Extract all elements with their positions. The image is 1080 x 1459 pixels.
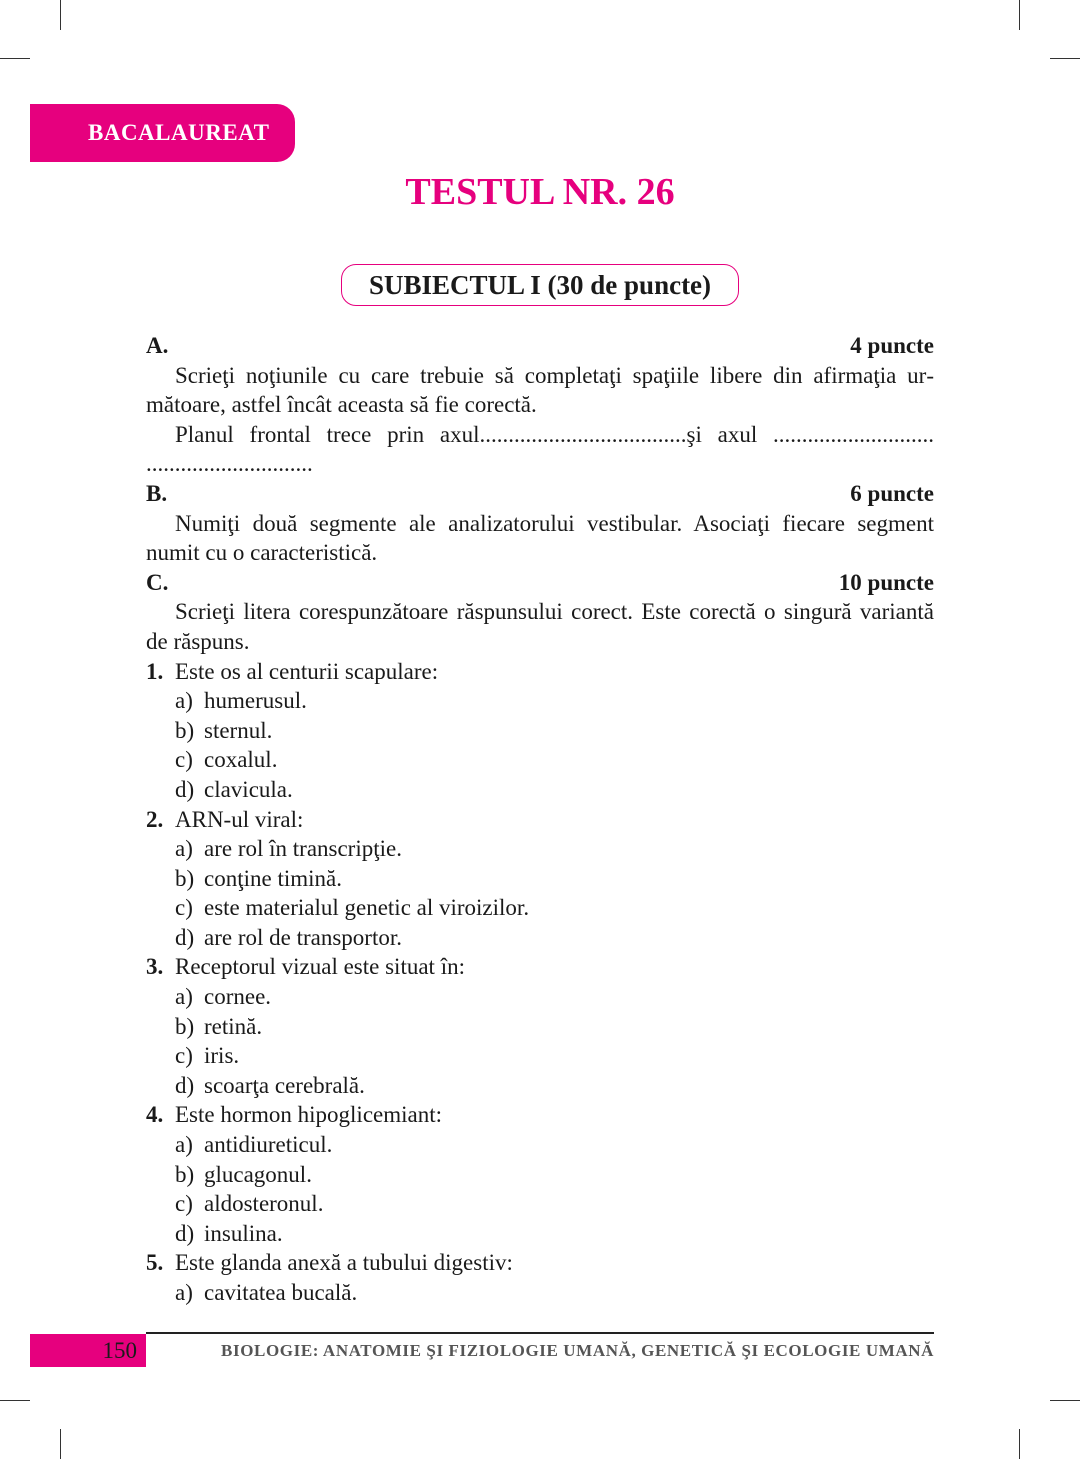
answer-option [146, 834, 934, 864]
option-text: glucagonul. [204, 1161, 312, 1187]
section-letter: A. [146, 333, 169, 358]
answer-option [146, 1160, 934, 1190]
answer-option [146, 893, 934, 923]
option-letter: c) [175, 1191, 193, 1217]
question-number: 2. [146, 806, 164, 832]
answer-option [146, 1130, 934, 1160]
question-number: 4. [146, 1102, 164, 1128]
option-text: conţine timină. [204, 865, 342, 891]
section-tab-label: BACALAUREAT [88, 120, 270, 145]
answer-option [146, 1189, 934, 1219]
question-number: 1. [146, 658, 164, 684]
section-a-statement: Planul frontal trece prin axul....................................şi axul ............................ [175, 421, 934, 447]
option-letter: b) [175, 717, 195, 743]
option-letter: d) [175, 776, 195, 802]
option-text: coxalul. [204, 747, 278, 773]
section-b-header [146, 479, 934, 509]
crop-mark [1019, 1429, 1020, 1459]
crop-mark [0, 1400, 30, 1401]
question [146, 805, 934, 835]
option-letter: a) [175, 836, 193, 862]
option-letter: a) [175, 1280, 193, 1305]
answer-option [146, 716, 934, 746]
section-c-header [146, 568, 934, 598]
option-text: antidiureticul. [204, 1132, 333, 1158]
crop-mark [1050, 1400, 1080, 1401]
option-text: iris. [204, 1043, 240, 1069]
answer-option [146, 745, 934, 775]
option-letter: a) [175, 688, 193, 714]
section-c-instruction: Scrieţi litera corespunzătoare răspunsului corect. Este corectă o singură variantă de răspuns. [146, 599, 934, 654]
question-text: Receptorul vizual este situat în: [175, 954, 465, 980]
option-letter: a) [175, 984, 193, 1010]
option-text: are rol în transcripţie. [204, 836, 402, 862]
answer-option [146, 923, 934, 953]
option-letter: d) [175, 1072, 195, 1098]
test-content [146, 331, 934, 1308]
section-letter: C. [146, 569, 169, 595]
section-points: 6 puncte [850, 480, 934, 506]
subject-heading-label: SUBIECTUL I (30 de puncte) [368, 269, 712, 300]
question-number: 3. [146, 954, 164, 980]
section-letter: B. [146, 480, 168, 506]
crop-mark [60, 0, 61, 30]
question [146, 657, 934, 687]
crop-mark [0, 58, 30, 59]
question [146, 1100, 934, 1130]
option-letter: c) [175, 895, 193, 921]
option-text: humerusul. [204, 688, 307, 714]
answer-option [146, 982, 934, 1012]
question-number: 5. [146, 1250, 164, 1276]
option-letter: b) [175, 1161, 195, 1187]
question-text: Este hormon hipoglicemiant: [175, 1102, 443, 1128]
option-text: aldosteronul. [204, 1191, 324, 1217]
option-letter: c) [175, 747, 193, 773]
question-text: Este os al centurii scapulare: [175, 658, 439, 684]
question-text: Este glanda anexă a tubului digestiv: [175, 1250, 513, 1276]
answer-option [146, 864, 934, 894]
option-text: retină. [204, 1013, 263, 1039]
option-letter: b) [175, 1013, 195, 1039]
crop-mark [60, 1429, 61, 1459]
footer-book-title: BIOLOGIE: ANATOMIE ŞI FIZIOLOGIE UMANĂ, GENETICĂ ŞI ECOLOGIE UMANĂ [221, 1340, 934, 1360]
option-text: clavicula. [204, 776, 293, 802]
crop-mark [1050, 58, 1080, 59]
answer-option [146, 1041, 934, 1071]
option-text: este materialul genetic al viroizilor. [204, 895, 530, 921]
answer-option [146, 686, 934, 716]
option-text: sternul. [204, 717, 273, 743]
page-number: 150 [102, 1337, 137, 1363]
section-points: 10 puncte [838, 569, 934, 595]
answer-option [146, 1012, 934, 1042]
crop-mark [1019, 0, 1020, 30]
option-letter: d) [175, 924, 195, 950]
page-number-box [30, 1334, 146, 1367]
subject-heading [341, 264, 739, 306]
section-a-header [146, 331, 934, 361]
question [146, 952, 934, 982]
option-text: scoarţa cerebrală. [204, 1072, 365, 1098]
page-title: TESTUL NR. 26 [405, 171, 675, 213]
section-b-instruction: Numiţi două segmente ale analizatorului vestibular. Asociaţi fiecare segment numit cu o caracteristică. [146, 510, 934, 566]
option-letter: d) [175, 1220, 195, 1246]
option-letter: b) [175, 865, 195, 891]
answer-option [146, 1071, 934, 1101]
answer-option [146, 775, 934, 805]
section-tab [30, 104, 295, 162]
option-text: are rol de transportor. [204, 924, 402, 950]
option-text: cavitatea bucală. [204, 1280, 358, 1305]
answer-option [146, 1278, 934, 1308]
question [146, 1248, 934, 1278]
option-letter: c) [175, 1043, 193, 1069]
answer-option [146, 1219, 934, 1249]
option-text: insulina. [204, 1220, 283, 1246]
option-letter: a) [175, 1132, 193, 1158]
section-a-instruction: Scrieţi noţiunile cu care trebuie să completaţi spaţiile libere din afirmaţia următoare, astfel încât aceasta să fie corectă. [146, 362, 934, 418]
section-points: 4 puncte [850, 333, 934, 358]
section-a-statement-continuation: ............................. [146, 451, 313, 477]
question-text: ARN-ul viral: [175, 806, 304, 832]
option-text: cornee. [204, 984, 272, 1010]
